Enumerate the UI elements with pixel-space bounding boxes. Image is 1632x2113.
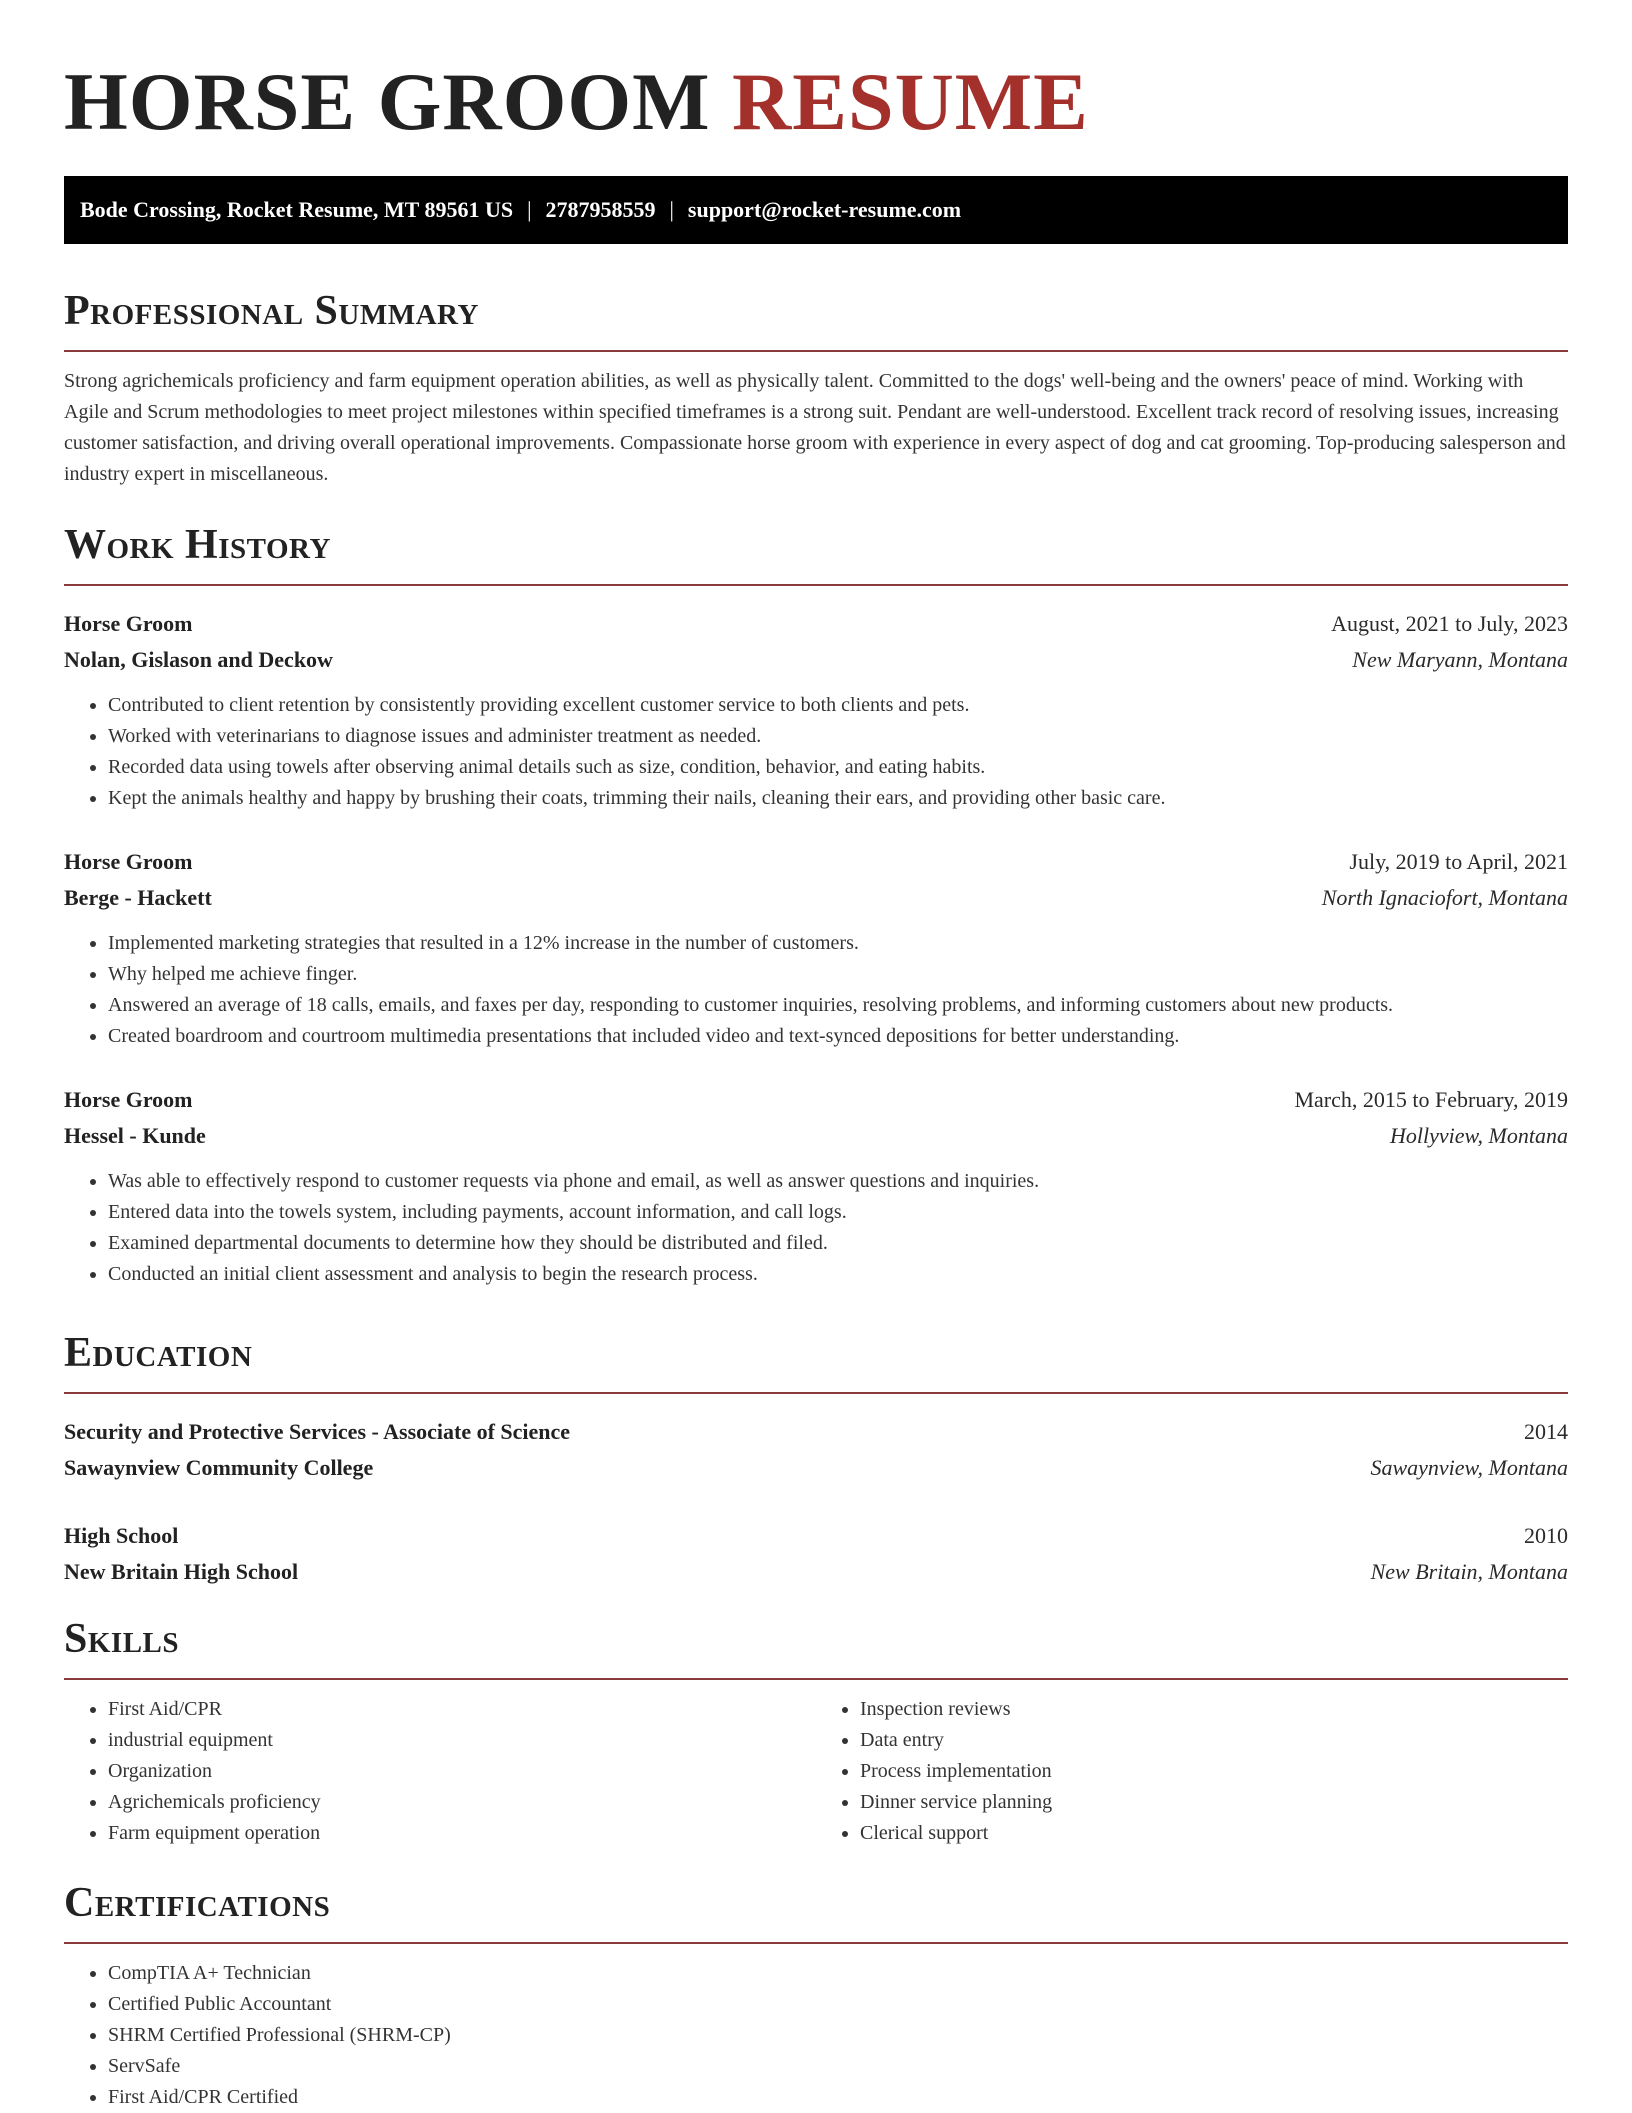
job-company: Nolan, Gislason and Deckow [64,647,333,672]
skill-item: • Inspection reviews [860,1694,1568,1725]
summary-section [64,286,1568,490]
job-bullet: • Contributed to client retention by consistently providing excellent customer service to both clients and pets. [108,690,1568,721]
job-entry [64,1082,1568,1290]
job-bullet: • Examined departmental documents to determine how they should be distributed and filed. [108,1228,1568,1259]
job-bullet: • Created boardroom and courtroom multimedia presentations that included video and text-synced depositions for better understanding. [108,1021,1568,1052]
resume-page [64,0,1568,2108]
job-location: Hollyview, Montana [1390,1123,1568,1148]
education-year: 2010 [1524,1523,1568,1548]
education-location: New Britain, Montana [1370,1559,1568,1584]
job-company-row [64,880,1568,916]
job-company-row [64,642,1568,678]
job-location: New Maryann, Montana [1352,647,1568,672]
education-heading: Education [64,1328,1568,1394]
skills-heading: Skills [64,1614,1568,1680]
job-dates: August, 2021 to July, 2023 [1331,611,1568,636]
skills-section [64,1614,1568,1849]
skill-item: • First Aid/CPR [108,1694,816,1725]
job-dates: March, 2015 to February, 2019 [1294,1087,1568,1112]
job-bullet: • Was able to effectively respond to customer requests via phone and email, as well as answer questions and inquiries. [108,1166,1568,1197]
title-main: HORSE GROOM [64,56,711,147]
contact-separator: | [669,197,674,222]
skills-columns [64,1694,1568,1849]
education-school: New Britain High School [64,1559,299,1584]
skill-item: • Data entry [860,1725,1568,1756]
education-entry [64,1414,1568,1486]
education-degree-row [64,1414,1568,1450]
resume-title [64,0,1568,148]
skill-item: • Organization [108,1756,816,1787]
job-bullet: • Answered an average of 18 calls, emails, and faxes per day, responding to customer inquiries, resolving problems, and informing customers about new products. [108,990,1568,1021]
certification-item: • SHRM Certified Professional (SHRM-CP) [108,2020,1568,2051]
contact-address: Bode Crossing, Rocket Resume, MT 89561 US [80,197,514,222]
job-bullet: • Worked with veterinarians to diagnose issues and administer treatment as needed. [108,721,1568,752]
education-school-row [64,1450,1568,1486]
education-school: Sawaynview Community College [64,1455,374,1480]
skills-list-right [816,1694,1568,1849]
job-header-row [64,1082,1568,1118]
skill-item: • Process implementation [860,1756,1568,1787]
certifications-heading: Certifications [64,1878,1568,1944]
job-company: Berge - Hackett [64,885,212,910]
education-degree-row [64,1518,1568,1554]
job-bullet: • Recorded data using towels after observing animal details such as size, condition, behavior, and eating habits. [108,752,1568,783]
skill-item: • Clerical support [860,1818,1568,1849]
education-year: 2014 [1524,1419,1568,1444]
job-company: Hessel - Kunde [64,1123,206,1148]
certifications-section [64,1878,1568,2113]
summary-heading: Professional Summary [64,286,1568,352]
education-entry [64,1518,1568,1590]
job-bullets [64,1166,1568,1290]
title-accent: RESUME [732,56,1089,147]
job-title: Horse Groom [64,1087,193,1112]
job-entry [64,606,1568,814]
job-bullet: • Kept the animals healthy and happy by brushing their coats, trimming their nails, cleaning their ears, and providing other basic care. [108,783,1568,814]
job-header-row [64,606,1568,642]
education-degree: Security and Protective Services - Associate of Science [64,1419,571,1444]
job-bullet: • Entered data into the towels system, including payments, account information, and call logs. [108,1197,1568,1228]
job-company-row [64,1118,1568,1154]
work-history-heading: Work History [64,520,1568,586]
certification-item: • First Aid/CPR Certified [108,2082,1568,2113]
job-entry [64,844,1568,1052]
education-section [64,1328,1568,1590]
contact-separator: | [527,197,532,222]
education-degree: High School [64,1523,179,1548]
certification-item: • ServSafe [108,2051,1568,2082]
certifications-list [64,1958,1568,2113]
skill-item: • Dinner service planning [860,1787,1568,1818]
skill-item: • Agrichemicals proficiency [108,1787,816,1818]
skills-list-left [64,1694,816,1849]
skill-item: • Farm equipment operation [108,1818,816,1849]
contact-email[interactable]: support@rocket-resume.com [687,197,962,222]
contact-bar [64,176,1568,244]
certification-item: • Certified Public Accountant [108,1989,1568,2020]
job-bullet: • Conducted an initial client assessment and analysis to begin the research process. [108,1259,1568,1290]
job-header-row [64,844,1568,880]
summary-text: Strong agrichemicals proficiency and farm equipment operation abilities, as well as physically talent. Committed to the dogs' well-being and the owners' peace of mind. Working with Agile and Scrum methodologies to meet project milestones within specified timeframes is a strong suit. Pendant are well-understood. Excellent track record of resolving issues, increasing customer satisfaction, and driving overall operational improvements. Compassionate horse groom with experience in every aspect of dog and cat grooming. Top-producing salesperson and industry expert in miscellaneous. [64,370,1566,485]
job-dates: July, 2019 to April, 2021 [1349,849,1568,874]
skill-item: • industrial equipment [108,1725,816,1756]
job-bullet: • Why helped me achieve finger. [108,959,1568,990]
certification-item: • CompTIA A+ Technician [108,1958,1568,1989]
job-bullets [64,690,1568,814]
work-history-section [64,520,1568,1290]
education-location: Sawaynview, Montana [1370,1455,1568,1480]
job-bullets [64,928,1568,1052]
job-bullet: • Implemented marketing strategies that resulted in a 12% increase in the number of customers. [108,928,1568,959]
contact-phone[interactable]: 2787958559 [545,197,656,222]
job-title: Horse Groom [64,611,193,636]
education-school-row [64,1554,1568,1590]
job-title: Horse Groom [64,849,193,874]
job-location: North Ignaciofort, Montana [1321,885,1568,910]
